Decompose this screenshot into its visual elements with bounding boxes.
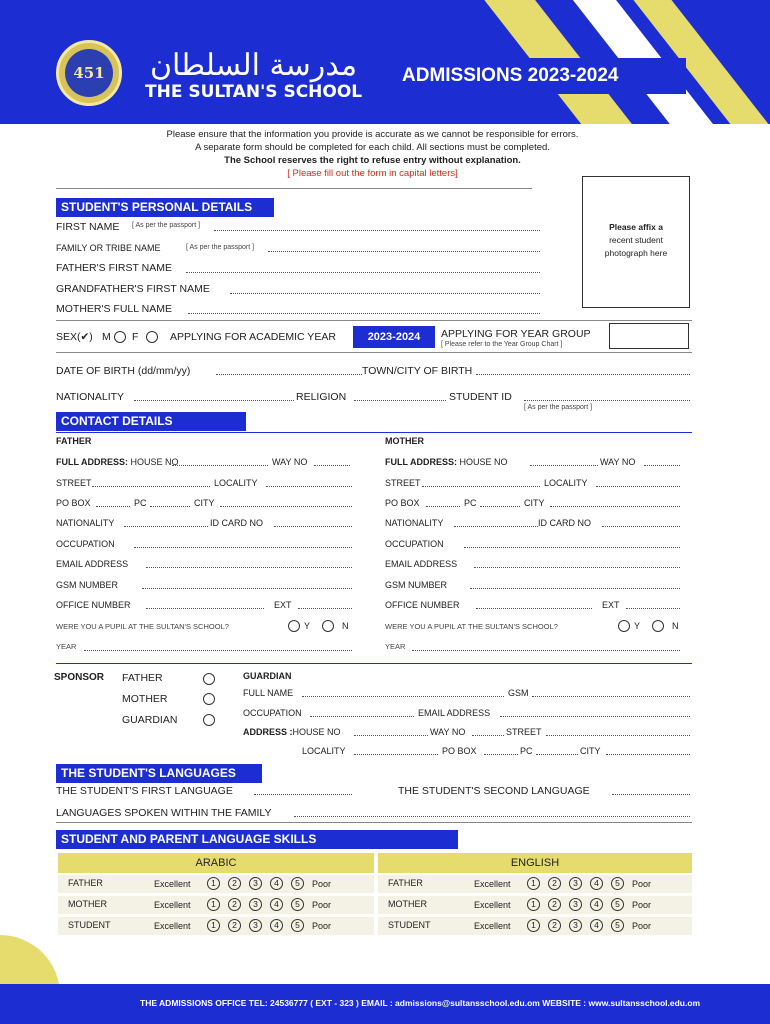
guardian-full-name-field[interactable] [302, 696, 504, 697]
poor-label: Poor [312, 900, 332, 910]
skills-row-label: STUDENT [68, 920, 111, 930]
year-label: YEAR [385, 642, 406, 651]
way-no-label: WAY NO [600, 457, 636, 467]
ext-label: EXT [274, 600, 292, 610]
english-column-header: ENGLISH [378, 853, 692, 873]
female-label: F [132, 331, 139, 343]
father-occupation-field[interactable] [134, 547, 352, 548]
po-box-label: PO BOX [442, 746, 477, 756]
english-student-rating-1[interactable]: 1 [527, 919, 540, 932]
guardian-email-label: EMAIL ADDRESS [418, 708, 491, 718]
divider [56, 663, 692, 664]
father-way-no-field[interactable] [314, 465, 350, 466]
city-label: CITY [194, 498, 215, 508]
academic-year-badge: 2023-2024 [353, 326, 435, 348]
guardian-occupation-field[interactable] [310, 716, 414, 717]
sponsor-guardian-radio[interactable] [203, 714, 215, 726]
mother-year-field[interactable] [412, 650, 680, 651]
yes-label: Y [634, 621, 641, 631]
dob-field[interactable] [216, 374, 362, 375]
way-no-label: WAY NO [430, 727, 466, 737]
father-city-field[interactable] [220, 506, 352, 507]
skills-row-label: MOTHER [388, 899, 427, 909]
guardian-way-no-field[interactable] [472, 735, 504, 736]
male-radio[interactable] [114, 331, 126, 343]
divider [56, 188, 532, 189]
sponsor-father-radio[interactable] [203, 673, 215, 685]
mother-pupil-no-radio[interactable] [652, 620, 664, 632]
first-language-field[interactable] [254, 794, 352, 795]
gsm-label: GSM NUMBER [56, 580, 119, 590]
english-father-rating-1[interactable]: 1 [527, 877, 540, 890]
mother-nationality-field[interactable] [454, 526, 538, 527]
mother-heading: MOTHER [385, 436, 424, 446]
second-language-label: THE STUDENT'S SECOND LANGUAGE [398, 785, 590, 797]
arabic-mother-rating-1[interactable]: 1 [207, 898, 220, 911]
divider [56, 822, 692, 823]
mother-street-field[interactable] [422, 486, 540, 487]
mother-pupil-yes-radio[interactable] [618, 620, 630, 632]
arabic-student-rating-3[interactable]: 3 [249, 919, 262, 932]
nationality-field[interactable] [134, 400, 294, 401]
full-address-label: FULL ADDRESS: HOUSE NO [56, 457, 179, 467]
office-number-label: OFFICE NUMBER [385, 600, 460, 610]
po-box-label: PO BOX [385, 498, 420, 508]
arabic-father-rating-1[interactable]: 1 [207, 877, 220, 890]
school-crest-logo [56, 40, 122, 106]
first-name-label: FIRST NAME [56, 221, 120, 233]
guardian-email-field[interactable] [500, 716, 690, 717]
arabic-father-rating-4[interactable]: 4 [270, 877, 283, 890]
passport-note: [ As per the passport ] [186, 244, 255, 251]
year-group-field[interactable] [609, 323, 689, 349]
mothers-full-name-label: MOTHER'S FULL NAME [56, 303, 172, 315]
father-pc-field[interactable] [150, 506, 190, 507]
excellent-label: Excellent [474, 900, 511, 910]
passport-note: [ As per the passport ] [524, 404, 593, 411]
excellent-label: Excellent [474, 921, 511, 931]
guardian-gsm-label: GSM [508, 688, 529, 698]
sponsor-label: SPONSOR [54, 672, 105, 683]
father-gsm-field[interactable] [142, 588, 352, 589]
father-pupil-no-radio[interactable] [322, 620, 334, 632]
occupation-label: OCCUPATION [385, 539, 444, 549]
year-label: YEAR [56, 642, 77, 651]
occupation-label: OCCUPATION [56, 539, 115, 549]
email-label: EMAIL ADDRESS [56, 559, 129, 569]
locality-label: LOCALITY [544, 478, 588, 488]
street-label: STREET [506, 727, 542, 737]
locality-label: LOCALITY [214, 478, 258, 488]
english-mother-rating-5[interactable]: 5 [611, 898, 624, 911]
photo-line: Please affix a [609, 222, 663, 232]
father-house-no-field[interactable] [172, 465, 268, 466]
town-of-birth-field[interactable] [476, 374, 690, 375]
english-father-rating-4[interactable]: 4 [590, 877, 603, 890]
guardian-po-box-field[interactable] [484, 754, 518, 755]
pc-label: PC [464, 498, 477, 508]
guardian-street-field[interactable] [546, 735, 690, 736]
student-id-label: STUDENT ID [449, 391, 512, 403]
mother-pc-field[interactable] [480, 506, 520, 507]
father-ext-field[interactable] [298, 608, 352, 609]
father-heading: FATHER [56, 436, 92, 446]
first-language-label: THE STUDENT'S FIRST LANGUAGE [56, 785, 233, 797]
arabic-mother-rating-2[interactable]: 2 [228, 898, 241, 911]
locality-label: LOCALITY [302, 746, 346, 756]
excellent-label: Excellent [474, 879, 511, 889]
male-label: M [102, 331, 111, 343]
city-label: CITY [524, 498, 545, 508]
sponsor-mother-label: MOTHER [122, 693, 168, 705]
father-year-field[interactable] [84, 650, 352, 651]
skills-row-label: STUDENT [388, 920, 431, 930]
crest-number: 451 [65, 49, 113, 97]
arabic-student-rating-4[interactable]: 4 [270, 919, 283, 932]
nationality-label: NATIONALITY [56, 391, 125, 403]
header-banner [0, 0, 770, 124]
guardian-pc-field[interactable] [536, 754, 578, 755]
mother-office-field[interactable] [476, 608, 592, 609]
sponsor-mother-radio[interactable] [203, 693, 215, 705]
english-father-rating-2[interactable]: 2 [548, 877, 561, 890]
guardian-locality-field[interactable] [354, 754, 438, 755]
guardian-occupation-label: OCCUPATION [243, 708, 302, 718]
arabic-father-rating-3[interactable]: 3 [249, 877, 262, 890]
divider [56, 320, 692, 321]
footer-contact-info: THE ADMISSIONS OFFICE TEL: 24536777 ( EXT - 323 ) EMAIL : admissions@sultansschool.edu.om WEBSITE : www.sultansschool.edu.om [140, 998, 701, 1008]
sponsor-guardian-label: GUARDIAN [122, 714, 178, 726]
section-heading-contact: CONTACT DETAILS [56, 412, 246, 431]
religion-field[interactable] [354, 400, 446, 401]
guardian-heading: GUARDIAN [243, 671, 292, 681]
religion-label: RELIGION [296, 391, 347, 403]
pc-label: PC [134, 498, 147, 508]
section-heading-languages: THE STUDENT'S LANGUAGES [56, 764, 262, 783]
female-radio[interactable] [146, 331, 158, 343]
english-student-rating-4[interactable]: 4 [590, 919, 603, 932]
student-id-field[interactable] [524, 400, 690, 401]
guardian-full-name-label: FULL NAME [243, 688, 294, 698]
english-student-rating-3[interactable]: 3 [569, 919, 582, 932]
full-address-label: FULL ADDRESS: HOUSE NO [385, 457, 508, 467]
office-number-label: OFFICE NUMBER [56, 600, 131, 610]
gsm-label: GSM NUMBER [385, 580, 448, 590]
arabic-student-rating-1[interactable]: 1 [207, 919, 220, 932]
arabic-column-header: ARABIC [58, 853, 374, 873]
mother-email-field[interactable] [474, 567, 680, 568]
english-student-rating-2[interactable]: 2 [548, 919, 561, 932]
ext-label: EXT [602, 600, 620, 610]
second-language-field[interactable] [612, 794, 690, 795]
nationality-label: NATIONALITY [385, 518, 444, 528]
street-label: STREET [56, 478, 92, 488]
sex-label: SEX(✔) [56, 331, 93, 343]
poor-label: Poor [632, 900, 652, 910]
arabic-father-rating-2[interactable]: 2 [228, 877, 241, 890]
nationality-label: NATIONALITY [56, 518, 115, 528]
arabic-mother-rating-4[interactable]: 4 [270, 898, 283, 911]
fathers-first-name-field[interactable] [186, 272, 540, 273]
photo-box[interactable] [582, 176, 690, 308]
grandfathers-first-name-field[interactable] [230, 293, 540, 294]
form-notice [0, 128, 745, 180]
guardian-gsm-field[interactable] [532, 696, 690, 697]
admissions-title: ADMISSIONS 2023-2024 [376, 58, 686, 94]
photo-line: recent student [609, 235, 663, 245]
city-label: CITY [580, 746, 601, 756]
poor-label: Poor [632, 879, 652, 889]
skills-row-label: FATHER [68, 878, 103, 888]
pupil-question: WERE YOU A PUPIL AT THE SULTAN'S SCHOOL? [56, 622, 229, 631]
father-po-box-field[interactable] [96, 506, 130, 507]
skills-row-label: FATHER [388, 878, 423, 888]
english-mother-rating-2[interactable]: 2 [548, 898, 561, 911]
father-office-field[interactable] [146, 608, 264, 609]
mother-id-card-field[interactable] [602, 526, 680, 527]
no-label: N [672, 621, 679, 631]
email-label: EMAIL ADDRESS [385, 559, 458, 569]
section-heading-personal: STUDENT'S PERSONAL DETAILS [56, 198, 274, 217]
poor-label: Poor [632, 921, 652, 931]
photo-line: photograph here [604, 248, 668, 258]
applying-year-group-label: APPLYING FOR YEAR GROUP [441, 328, 591, 340]
guardian-city-field[interactable] [606, 754, 690, 755]
pc-label: PC [520, 746, 533, 756]
id-card-label: ID CARD NO [538, 518, 592, 528]
fathers-first-name-label: FATHER'S FIRST NAME [56, 262, 172, 274]
arabic-father-rating-5[interactable]: 5 [291, 877, 304, 890]
family-languages-label: LANGUAGES SPOKEN WITHIN THE FAMILY [56, 807, 272, 819]
arabic-mother-rating-3[interactable]: 3 [249, 898, 262, 911]
capital-letters-note: [ Please fill out the form in capital letters] [287, 168, 458, 179]
pupil-question: WERE YOU A PUPIL AT THE SULTAN'S SCHOOL? [385, 622, 558, 631]
applying-academic-year-label: APPLYING FOR ACADEMIC YEAR [170, 331, 336, 343]
mother-ext-field[interactable] [626, 608, 680, 609]
mother-po-box-field[interactable] [426, 506, 460, 507]
no-label: N [342, 621, 349, 631]
sponsor-father-label: FATHER [122, 672, 163, 684]
first-name-field[interactable] [214, 230, 540, 231]
arabic-mother-rating-5[interactable]: 5 [291, 898, 304, 911]
notice-line: Please ensure that the information you provide is accurate as we cannot be responsible for errors. [166, 129, 579, 140]
yes-label: Y [304, 621, 311, 631]
section-heading-skills: STUDENT AND PARENT LANGUAGE SKILLS [56, 830, 458, 849]
arabic-student-rating-2[interactable]: 2 [228, 919, 241, 932]
town-of-birth-label: TOWN/CITY OF BIRTH [362, 365, 473, 377]
father-pupil-yes-radio[interactable] [288, 620, 300, 632]
english-student-rating-5[interactable]: 5 [611, 919, 624, 932]
passport-note: [ As per the passport ] [132, 222, 201, 229]
way-no-label: WAY NO [272, 457, 308, 467]
year-group-note: [ Please refer to the Year Group Chart ] [441, 341, 563, 348]
english-mother-rating-1[interactable]: 1 [527, 898, 540, 911]
arabic-student-rating-5[interactable]: 5 [291, 919, 304, 932]
notice-line: A separate form should be completed for each child. All sections must be completed. [195, 142, 550, 153]
family-name-label: FAMILY OR TRIBE NAME [56, 243, 161, 253]
dob-label: DATE OF BIRTH (dd/mm/yy) [56, 365, 191, 377]
excellent-label: Excellent [154, 921, 191, 931]
mother-way-no-field[interactable] [644, 465, 680, 466]
english-father-rating-3[interactable]: 3 [569, 877, 582, 890]
mother-occupation-field[interactable] [464, 547, 680, 548]
street-label: STREET [385, 478, 421, 488]
father-street-field[interactable] [92, 486, 210, 487]
arabic-school-name: مدرسة السلطان [150, 48, 358, 83]
id-card-label: ID CARD NO [210, 518, 264, 528]
excellent-label: Excellent [154, 879, 191, 889]
father-id-card-field[interactable] [274, 526, 352, 527]
school-name: THE SULTAN'S SCHOOL [145, 82, 363, 102]
skills-row-label: MOTHER [68, 899, 107, 909]
notice-line: The School reserves the right to refuse entry without explanation. [224, 155, 521, 166]
family-name-field[interactable] [268, 251, 540, 252]
father-nationality-field[interactable] [124, 526, 208, 527]
po-box-label: PO BOX [56, 498, 91, 508]
guardian-house-no-field[interactable] [354, 735, 428, 736]
footer-bar [0, 984, 770, 1024]
mother-locality-field[interactable] [596, 486, 680, 487]
mothers-full-name-field[interactable] [188, 313, 540, 314]
mother-city-field[interactable] [550, 506, 680, 507]
divider [56, 432, 692, 433]
english-mother-rating-4[interactable]: 4 [590, 898, 603, 911]
guardian-address-label: ADDRESS :HOUSE NO [243, 727, 341, 737]
family-languages-field[interactable] [294, 816, 690, 817]
mother-gsm-field[interactable] [470, 588, 680, 589]
poor-label: Poor [312, 921, 332, 931]
excellent-label: Excellent [154, 900, 191, 910]
divider [56, 352, 692, 353]
english-mother-rating-3[interactable]: 3 [569, 898, 582, 911]
english-father-rating-5[interactable]: 5 [611, 877, 624, 890]
grandfathers-first-name-label: GRANDFATHER'S FIRST NAME [56, 283, 210, 295]
mother-house-no-field[interactable] [530, 465, 598, 466]
father-email-field[interactable] [146, 567, 352, 568]
father-locality-field[interactable] [266, 486, 352, 487]
poor-label: Poor [312, 879, 332, 889]
